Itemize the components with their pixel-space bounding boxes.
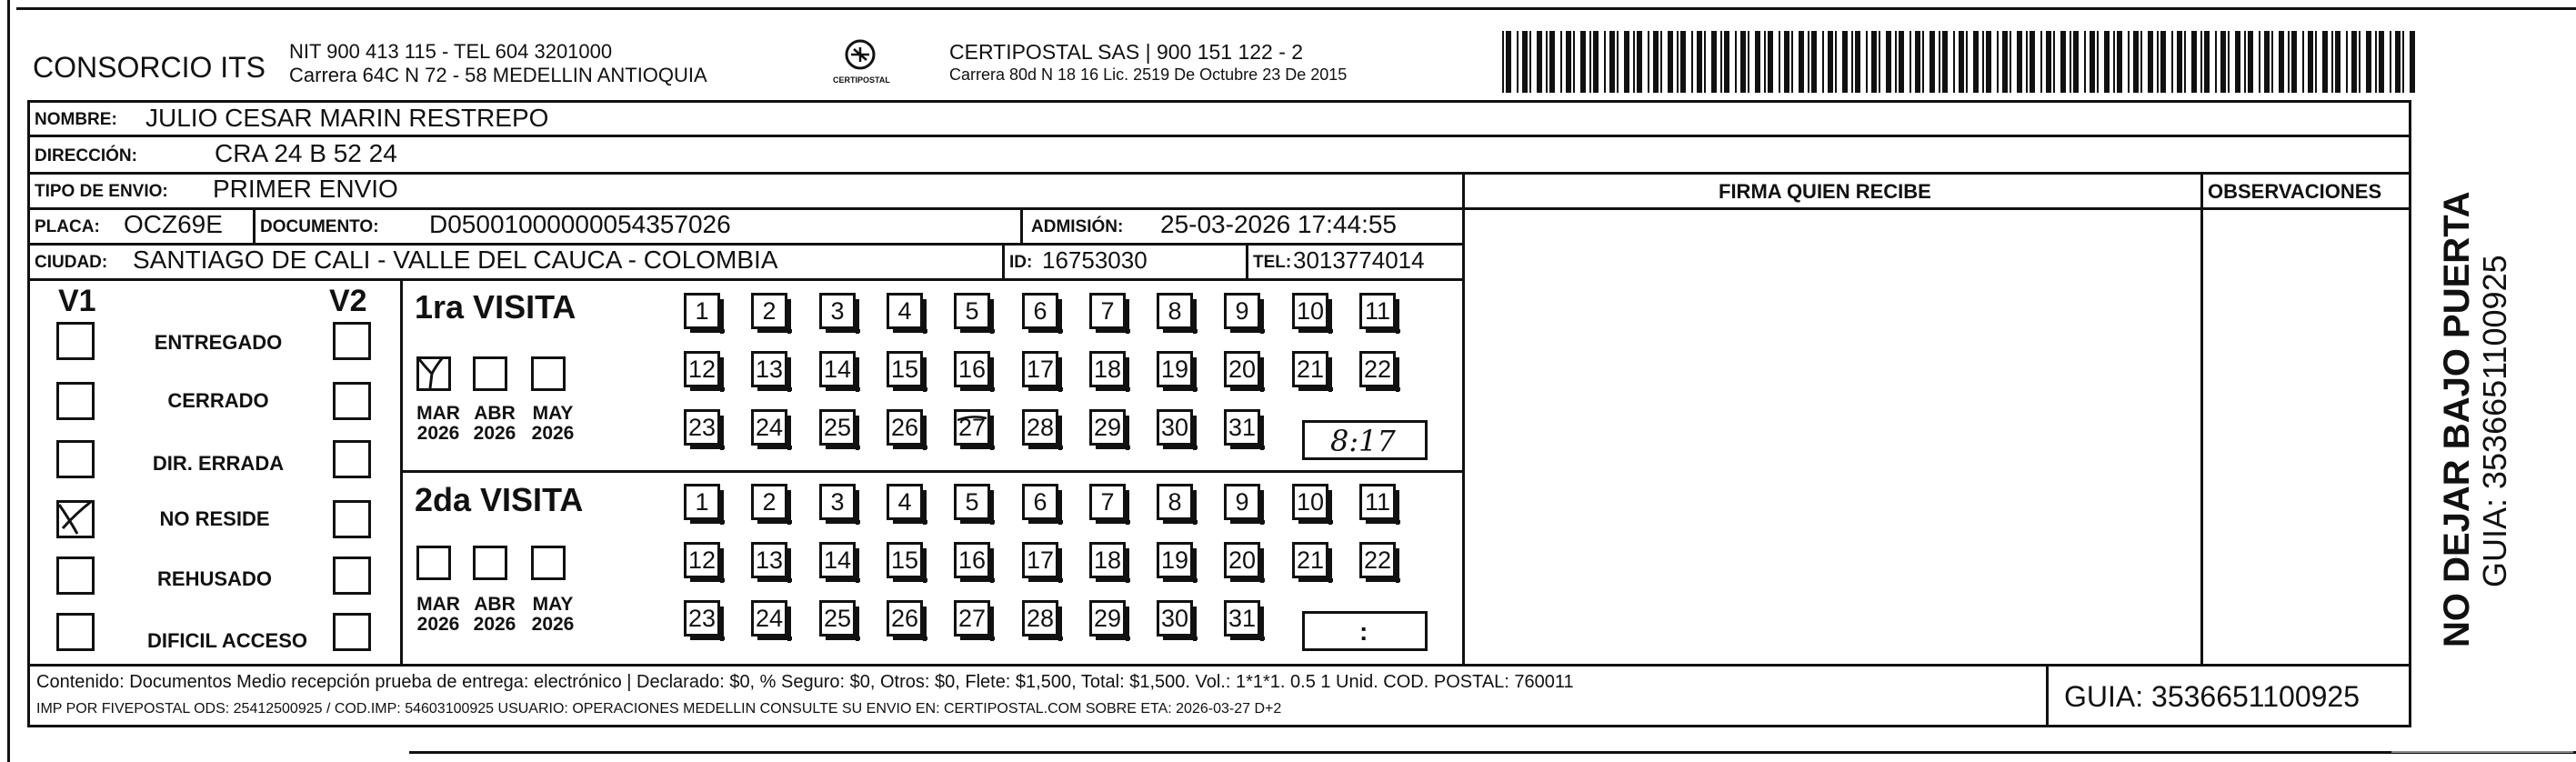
barcode-bar — [1779, 31, 1780, 93]
barcode-bar — [1764, 31, 1766, 93]
carrier-info-2: Carrera 80d N 18 16 Lic. 2519 De Octubre 23 De 2015 — [949, 65, 1348, 84]
v1-dir-errada-checkbox[interactable] — [56, 440, 95, 478]
handwritten-mark-icon — [954, 409, 990, 446]
footer-print-line: IMP POR FIVEPOSTAL ODS: 25412500925 / COD.IMP: 54603100925 USUARIO: OPERACIONES MEDELLIN CONSULTE SU ENVIO EN: CERTIPOSTAL.COM SOBRE ETA: 2026-03-27 D+2 — [36, 701, 1282, 717]
placa-value: OCZ69E — [124, 210, 223, 238]
barcode-bar — [1589, 31, 1591, 93]
second-visit-day-30[interactable]: 30 — [1157, 600, 1193, 637]
second-visit-day-22[interactable]: 22 — [1359, 542, 1396, 578]
v2-dificil-acceso-checkbox[interactable] — [333, 613, 371, 651]
barcode-bar — [1711, 31, 1717, 93]
barcode-bar — [1740, 31, 1746, 93]
barcode-bar — [1879, 31, 1880, 93]
first-visit-day-5[interactable]: 5 — [954, 293, 990, 329]
nombre-value: JULIO CESAR MARIN RESTREPO — [145, 104, 549, 132]
option-cerrado: CERRADO — [167, 389, 269, 412]
first-visit-day-26[interactable]: 26 — [887, 409, 923, 446]
barcode-bar — [2010, 31, 2011, 93]
v2-no-reside-checkbox[interactable] — [333, 500, 371, 538]
left-edge-line — [7, 0, 10, 762]
first-visit-day-12[interactable]: 12 — [684, 351, 720, 387]
v1-cerrado-checkbox[interactable] — [56, 382, 95, 420]
second-month-may-label: MAY 2026 — [531, 594, 575, 636]
barcode-bar — [1768, 31, 1773, 93]
id-value: 16753030 — [1042, 246, 1148, 274]
documento-label: DOCUMENTO: — [260, 217, 379, 236]
barcode-bar — [2002, 31, 2008, 93]
barcode-bar — [1633, 31, 1635, 93]
second-visit-day-19[interactable]: 19 — [1157, 542, 1193, 578]
direccion-label: DIRECCIÓN: — [35, 146, 137, 165]
first-month-may-label: MAY 2026 — [531, 403, 575, 445]
barcode-bar — [2395, 31, 2401, 93]
barcode-bar — [2030, 31, 2035, 93]
barcode-bar — [2200, 31, 2202, 93]
barcode-bar — [1735, 31, 1737, 93]
placa-label: PLACA: — [35, 217, 100, 236]
barcode-bar — [2117, 31, 2122, 93]
documento-value: D05001000000054357026 — [429, 210, 731, 238]
v2-header: V2 — [329, 284, 367, 318]
barcode-bar — [1915, 31, 1920, 93]
admision-value: 25-03-2026 17:44:55 — [1160, 210, 1397, 238]
bottom-edge-line — [409, 751, 2576, 754]
first-visit-day-21[interactable]: 21 — [1292, 351, 1328, 387]
barcode-bar — [1573, 31, 1575, 93]
barcode-bar — [1811, 31, 1817, 93]
second-visit-day-23[interactable]: 23 — [684, 600, 720, 637]
company-info-2: Carrera 64C N 72 - 58 MEDELLIN ANTIOQUIA — [289, 64, 707, 86]
first-visit-day-19[interactable]: 19 — [1157, 351, 1193, 387]
barcode-bar — [2090, 31, 2095, 93]
v2-rehusado-checkbox[interactable] — [333, 556, 371, 595]
second-month-mar-label: MAR 2026 — [416, 594, 460, 636]
barcode-bar — [1522, 31, 1528, 93]
barcode — [1502, 31, 2421, 93]
option-entregado: ENTREGADO — [154, 331, 283, 354]
barcode-bar — [1617, 31, 1619, 93]
second-visit-day-1[interactable]: 1 — [684, 484, 720, 520]
second-visit-day-5[interactable]: 5 — [954, 484, 990, 520]
first-month-abr-checkbox[interactable] — [473, 356, 507, 391]
v1-entregado-checkbox[interactable] — [56, 322, 95, 360]
barcode-bar — [2060, 31, 2066, 93]
barcode-bar — [1546, 31, 1548, 93]
first-month-may-checkbox[interactable] — [531, 356, 566, 391]
barcode-bar — [1560, 31, 1562, 93]
firma-header: FIRMA QUIEN RECIBE — [1719, 180, 1931, 203]
second-visit-day-21[interactable]: 21 — [1292, 542, 1328, 578]
first-month-mar-checkbox[interactable] — [416, 356, 451, 391]
barcode-bar — [1724, 31, 1729, 93]
first-visit-day-3[interactable]: 3 — [819, 293, 856, 329]
second-visit-day-12[interactable]: 12 — [684, 542, 720, 578]
top-edge-line — [16, 7, 2576, 10]
barcode-bar — [2040, 31, 2042, 93]
second-month-abr-checkbox[interactable] — [473, 546, 507, 580]
first-visit-day-16[interactable]: 16 — [954, 351, 990, 387]
second-visit-day-16[interactable]: 16 — [954, 542, 990, 578]
barcode-bar — [1855, 31, 1860, 93]
option-rehusado: REHUSADO — [157, 567, 272, 590]
option-dir-errada: DIR. ERRADA — [152, 452, 285, 475]
barcode-bar — [2335, 31, 2340, 93]
barcode-bar — [2215, 31, 2217, 93]
second-visit-day-28[interactable]: 28 — [1022, 600, 1058, 637]
barcode-bar — [1973, 31, 1979, 93]
option-no-reside: NO RESIDE — [159, 507, 270, 530]
first-visit-day-31[interactable]: 31 — [1224, 409, 1260, 446]
barcode-bar — [1668, 31, 1673, 93]
barcode-bar — [2315, 31, 2317, 93]
second-visit-day-27[interactable]: 27 — [954, 600, 990, 637]
barcode-bar — [2204, 31, 2210, 93]
barcode-bar — [1929, 31, 1935, 93]
id-label: ID: — [1009, 253, 1033, 272]
barcode-bar — [1871, 31, 1877, 93]
barcode-bar — [1624, 31, 1629, 93]
first-visit-day-14[interactable]: 14 — [819, 351, 856, 387]
footer-guia: GUIA: 3536651100925 — [2064, 680, 2360, 713]
barcode-bar — [2379, 31, 2384, 93]
barcode-bar — [1537, 31, 1542, 93]
barcode-bar — [1748, 31, 1749, 93]
second-visit-day-17[interactable]: 17 — [1022, 542, 1058, 578]
barcode-bar — [1866, 31, 1868, 93]
barcode-bar — [1755, 31, 1760, 93]
v1-no-reside-checkbox[interactable] — [56, 500, 95, 538]
barcode-bar — [2366, 31, 2371, 93]
barcode-bar — [1953, 31, 1955, 93]
barcode-bar — [1942, 31, 1948, 93]
barcode-bar — [2331, 31, 2333, 93]
barcode-bar — [1966, 31, 1968, 93]
barcode-bar — [1697, 31, 1702, 93]
v1-dificil-acceso-checkbox[interactable] — [56, 613, 95, 651]
first-visit-day-18[interactable]: 18 — [1089, 351, 1126, 387]
barcode-bar — [2104, 31, 2110, 93]
barcode-bar — [1593, 31, 1599, 93]
first-visit-time-box[interactable] — [1302, 420, 1428, 460]
barcode-bar — [1828, 31, 1833, 93]
first-visit-day-30[interactable]: 30 — [1157, 409, 1193, 446]
barcode-bar — [2046, 31, 2051, 93]
barcode-bar — [2073, 31, 2079, 93]
second-visit-day-9[interactable]: 9 — [1224, 484, 1260, 520]
barcode-bar — [1939, 31, 1940, 93]
second-visit-title: 2da VISITA — [415, 481, 584, 518]
ciudad-label: CIUDAD: — [35, 253, 108, 272]
second-month-abr-label: ABR 2026 — [473, 594, 516, 636]
barcode-bar — [1959, 31, 1964, 93]
barcode-bar — [1648, 31, 1649, 93]
first-month-mar-label: MAR 2026 — [416, 403, 460, 445]
barcode-bar — [1704, 31, 1706, 93]
cut-line — [2391, 751, 2573, 753]
barcode-bar — [2402, 31, 2404, 93]
carrier-info-1: CERTIPOSTAL SAS | 900 151 122 - 2 — [949, 40, 1304, 64]
second-visit-day-10[interactable]: 10 — [1292, 484, 1328, 520]
first-visit-day-15[interactable]: 15 — [887, 351, 923, 387]
barcode-bar — [2070, 31, 2071, 93]
barcode-bar — [1909, 31, 1911, 93]
barcode-bar — [1609, 31, 1615, 93]
barcode-bar — [1566, 31, 1571, 93]
barcode-bar — [1842, 31, 1848, 93]
first-visit-day-8[interactable]: 8 — [1157, 293, 1193, 329]
barcode-bar — [2148, 31, 2153, 93]
barcode-bar — [1799, 31, 1804, 93]
barcode-bar — [1517, 31, 1519, 93]
barcode-bar — [2264, 31, 2270, 93]
barcode-bar — [2128, 31, 2130, 93]
first-visit-day-4[interactable]: 4 — [887, 293, 923, 329]
nombre-label: NOMBRE: — [35, 110, 117, 129]
direccion-value: CRA 24 B 52 24 — [215, 139, 397, 167]
handwritten-check-icon — [55, 497, 95, 537]
second-month-mar-checkbox[interactable] — [416, 546, 451, 580]
first-visit-day-7[interactable]: 7 — [1089, 293, 1126, 329]
second-visit-day-4[interactable]: 4 — [887, 484, 923, 520]
barcode-bar — [2375, 31, 2377, 93]
first-visit-day-28[interactable]: 28 — [1022, 409, 1058, 446]
admision-label: ADMISIÓN: — [1031, 217, 1124, 236]
first-visit-day-24[interactable]: 24 — [751, 409, 787, 446]
barcode-bar — [2084, 31, 2086, 93]
barcode-bar — [1986, 31, 1991, 93]
observaciones-header: OBSERVACIONES — [2208, 180, 2382, 203]
company-name: CONSORCIO ITS — [33, 51, 266, 84]
second-visit-day-8[interactable]: 8 — [1157, 484, 1193, 520]
second-visit-day-3[interactable]: 3 — [819, 484, 856, 520]
barcode-bar — [2244, 31, 2246, 93]
company-info-1: NIT 900 413 115 - TEL 604 3201000 — [289, 40, 613, 63]
first-visit-day-2[interactable]: 2 — [751, 293, 787, 329]
barcode-bar — [1529, 31, 1531, 93]
v2-cerrado-checkbox[interactable] — [333, 382, 371, 420]
second-visit-day-18[interactable]: 18 — [1089, 542, 1126, 578]
barcode-bar — [1922, 31, 1924, 93]
barcode-bar — [2346, 31, 2348, 93]
v2-dir-errada-checkbox[interactable] — [333, 440, 371, 478]
barcode-bar — [2157, 31, 2159, 93]
barcode-bar — [2248, 31, 2253, 93]
first-visit-day-29[interactable]: 29 — [1089, 409, 1126, 446]
barcode-bar — [2271, 31, 2273, 93]
tipo-envio-value: PRIMER ENVIO — [213, 175, 398, 203]
barcode-bar — [1660, 31, 1662, 93]
barcode-bar — [2171, 31, 2173, 93]
first-visit-day-10[interactable]: 10 — [1292, 293, 1328, 329]
second-visit-day-15[interactable]: 15 — [887, 542, 923, 578]
first-visit-day-17[interactable]: 17 — [1022, 351, 1058, 387]
barcode-bar — [1677, 31, 1679, 93]
first-visit-day-6[interactable]: 6 — [1022, 293, 1058, 329]
v2-entregado-checkbox[interactable] — [333, 322, 371, 360]
barcode-bar — [1886, 31, 1891, 93]
barcode-bar — [1851, 31, 1853, 93]
second-month-may-checkbox[interactable] — [531, 546, 566, 580]
barcode-bar — [1997, 31, 1999, 93]
barcode-bar — [1822, 31, 1824, 93]
barcode-bar — [2140, 31, 2142, 93]
first-visit-day-20[interactable]: 20 — [1224, 351, 1260, 387]
first-visit-day-22[interactable]: 22 — [1359, 351, 1396, 387]
barcode-bar — [1791, 31, 1793, 93]
no-dejar-bajo-puerta: NO DEJAR BAJO PUERTA — [2437, 191, 2477, 647]
barcode-bar — [1691, 31, 1693, 93]
barcode-bar — [2288, 31, 2290, 93]
barcode-bar — [2133, 31, 2139, 93]
barcode-bar — [2228, 31, 2230, 93]
ciudad-value: SANTIAGO DE CALI - VALLE DEL CAUCA - COLOMBIA — [133, 246, 778, 274]
barcode-bar — [1899, 31, 1904, 93]
barcode-bar — [2160, 31, 2166, 93]
barcode-bar — [1720, 31, 1722, 93]
barcode-bar — [2053, 31, 2055, 93]
barcode-bar — [2026, 31, 2028, 93]
barcode-bar — [2235, 31, 2240, 93]
barcode-bar — [1604, 31, 1606, 93]
barcode-bar — [1808, 31, 1809, 93]
first-visit-title: 1ra VISITA — [415, 288, 576, 326]
barcode-bar — [2191, 31, 2197, 93]
first-visit-day-13[interactable]: 13 — [751, 351, 787, 387]
first-visit-day-1[interactable]: 1 — [684, 293, 720, 329]
tel-value: 3013774014 — [1293, 246, 1425, 274]
second-visit-day-2[interactable]: 2 — [751, 484, 787, 520]
second-visit-day-24[interactable]: 24 — [751, 600, 787, 637]
barcode-bar — [2017, 31, 2022, 93]
first-visit-day-25[interactable]: 25 — [819, 409, 856, 446]
barcode-bar — [2113, 31, 2115, 93]
barcode-bar — [2291, 31, 2297, 93]
second-visit-day-11[interactable]: 11 — [1359, 484, 1396, 520]
second-visit-day-25[interactable]: 25 — [819, 600, 856, 637]
barcode-bar — [2322, 31, 2328, 93]
second-visit-day-31[interactable]: 31 — [1224, 600, 1260, 637]
first-visit-day-11[interactable]: 11 — [1359, 293, 1396, 329]
barcode-bar — [2351, 31, 2357, 93]
first-visit-day-23[interactable]: 23 — [684, 409, 720, 446]
option-dificil-acceso: DIFICIL ACCESO — [146, 629, 307, 652]
barcode-bar — [1502, 31, 1504, 93]
first-month-abr-label: ABR 2026 — [473, 403, 516, 445]
barcode-bar — [1637, 31, 1642, 93]
barcode-bar — [1580, 31, 1586, 93]
barcode-bar — [1895, 31, 1897, 93]
tipo-envio-label: TIPO DE ENVIO: — [35, 182, 168, 201]
footer-content-line: Contenido: Documentos Medio recepción prueba de entrega: electrónico | Declarado: $0, % Seguro: $0, Otros: $0, Flete: $1,500, Total: $1,500. Vol.: 1*1*1. 0.5 1 Unid. COD. POSTAL: 760011 — [36, 672, 1574, 692]
second-visit-day-29[interactable]: 29 — [1089, 600, 1126, 637]
barcode-bar — [2308, 31, 2313, 93]
second-visit-day-13[interactable]: 13 — [751, 542, 787, 578]
barcode-bar — [1549, 31, 1555, 93]
barcode-bar — [2410, 31, 2415, 93]
second-visit-day-6[interactable]: 6 — [1022, 484, 1058, 520]
barcode-bar — [2184, 31, 2186, 93]
v1-rehusado-checkbox[interactable] — [56, 556, 95, 595]
barcode-bar — [2302, 31, 2304, 93]
second-visit-day-26[interactable]: 26 — [887, 600, 923, 637]
first-visit-day-27[interactable]: 27 — [954, 409, 990, 446]
barcode-bar — [2220, 31, 2226, 93]
v1-header: V1 — [58, 284, 96, 318]
first-visit-time: 8:17 — [1330, 424, 1396, 458]
barcode-bar — [2359, 31, 2360, 93]
tel-label: TEL: — [1253, 253, 1292, 272]
side-guia: GUIA: 3536651100925 — [2476, 255, 2513, 587]
second-visit-day-20[interactable]: 20 — [1224, 542, 1260, 578]
barcode-bar — [2279, 31, 2284, 93]
barcode-bar — [2177, 31, 2182, 93]
barcode-bar — [2259, 31, 2260, 93]
barcode-bar — [1680, 31, 1686, 93]
barcode-bar — [1982, 31, 1984, 93]
handwritten-check-icon — [416, 354, 452, 390]
first-visit-day-9[interactable]: 9 — [1224, 293, 1260, 329]
barcode-bar — [2390, 31, 2391, 93]
barcode-bar — [1506, 31, 1511, 93]
logo-text: CERTIPOSTAL — [833, 75, 890, 85]
second-visit-time: : — [1359, 617, 1368, 646]
second-visit-time-box[interactable] — [1302, 611, 1428, 651]
barcode-bar — [1653, 31, 1659, 93]
barcode-bar — [1835, 31, 1837, 93]
second-visit-day-14[interactable]: 14 — [819, 542, 856, 578]
certipostal-logo — [833, 36, 890, 93]
second-visit-day-7[interactable]: 7 — [1089, 484, 1126, 520]
barcode-bar — [2097, 31, 2099, 93]
barcode-bar — [1784, 31, 1789, 93]
